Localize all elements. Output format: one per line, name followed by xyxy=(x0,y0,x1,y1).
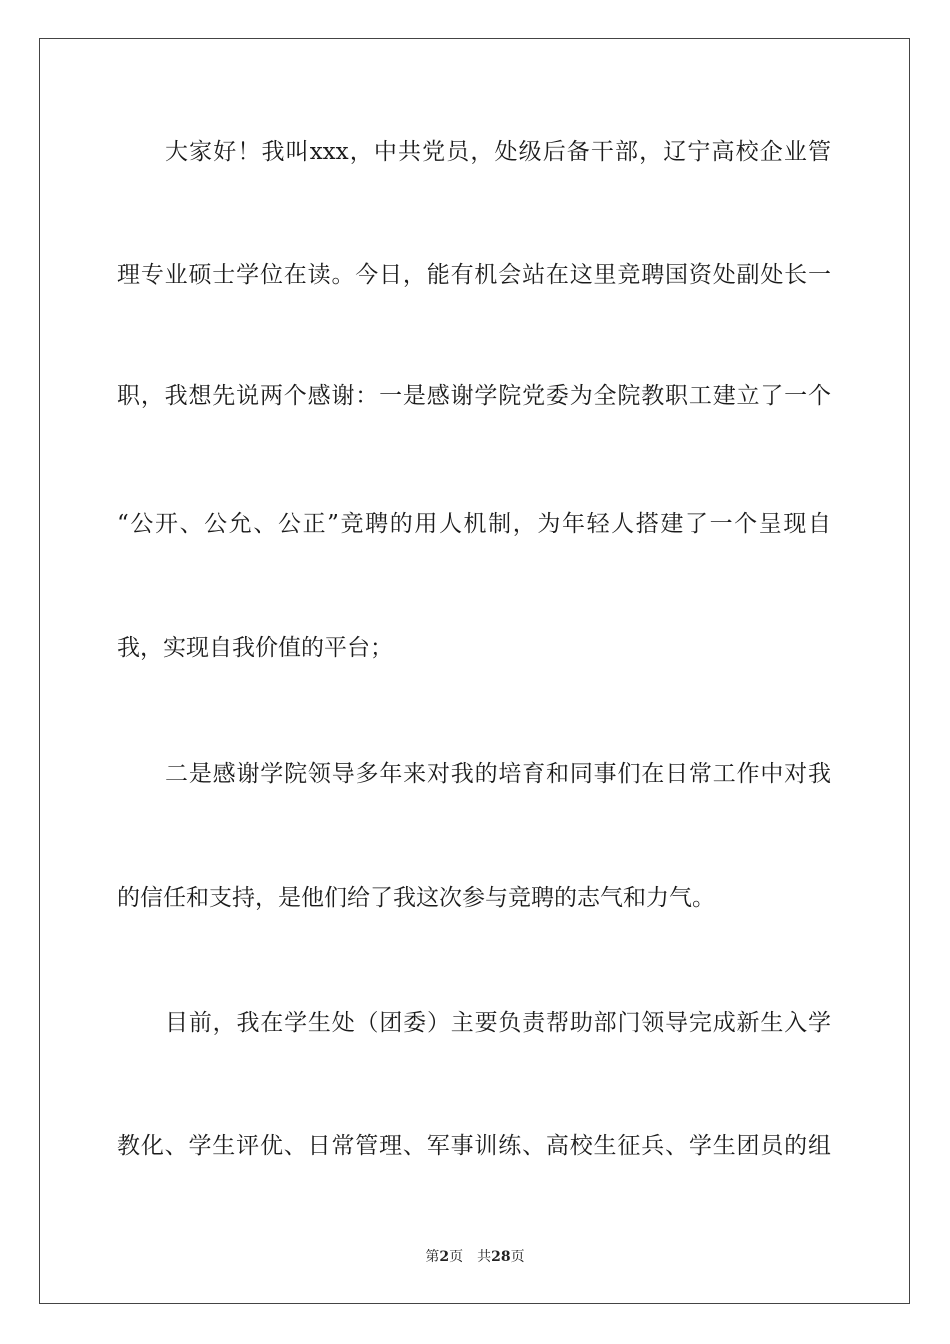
current-page-number: 2 xyxy=(439,1249,450,1265)
total-pages-number: 28 xyxy=(491,1249,511,1265)
paragraph-3-line-2: 教化、学生评优、日常管理、军事训练、高校生征兵、学生团员的组 xyxy=(117,1133,831,1159)
page-border xyxy=(39,38,910,1304)
paragraph-1-line-4: “公开、公允、公正”竞聘的用人机制，为年轻人搭建了一个呈现自 xyxy=(117,511,831,537)
paragraph-1-line-3: 职，我想先说两个感谢：一是感谢学院党委为全院教职工建立了一个 xyxy=(117,383,831,409)
page-number-footer xyxy=(0,1248,950,1266)
paragraph-3-line-1: 目前，我在学生处（团委）主要负责帮助部门领导完成新生入学 xyxy=(165,1010,831,1036)
page-suffix: 页 xyxy=(449,1249,464,1265)
paragraph-1-line-5: 我，实现自我价值的平台； xyxy=(117,635,393,661)
paragraph-1-line-1: 大家好！我叫xxx，中共党员，处级后备干部，辽宁高校企业管 xyxy=(165,139,831,165)
page-prefix: 第 xyxy=(425,1249,440,1265)
paragraph-1-line-2: 理专业硕士学位在读。今日，能有机会站在这里竞聘国资处副处长一 xyxy=(117,262,831,288)
paragraph-2-line-1: 二是感谢学院领导多年来对我的培育和同事们在日常工作中对我 xyxy=(165,761,831,787)
paragraph-2-line-2: 的信任和支持，是他们给了我这次参与竞聘的志气和力气。 xyxy=(117,885,715,911)
total-prefix: 共 xyxy=(477,1249,492,1265)
total-suffix: 页 xyxy=(510,1249,525,1265)
